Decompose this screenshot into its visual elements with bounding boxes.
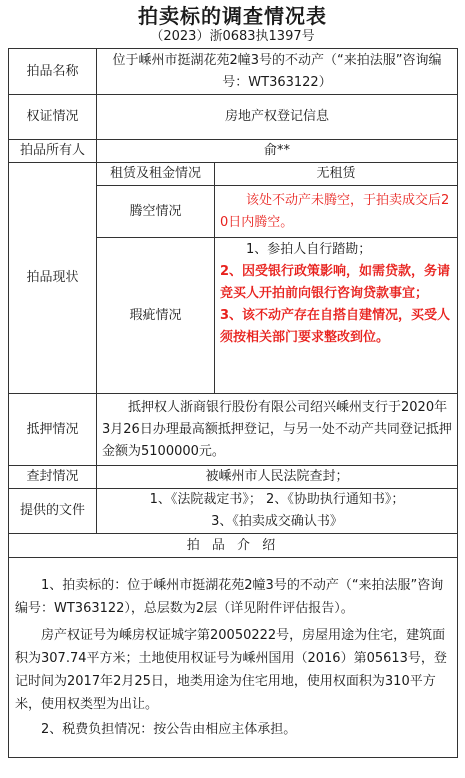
intro-body (9, 558, 458, 758)
row-owner (9, 140, 458, 163)
intro-paragraph-2: 房产权证号为嵊房权证城字第20050222号，房屋用途为住宅，建筑面积为307.74平方米；土地使用权证号为嵊州国用（2016）第05613号，登记时间为2017年2月25日，地类用途为住宅用地，使用权面积为310平方米，使用权类型为出让。 (15, 628, 447, 712)
row-documents (9, 489, 458, 534)
owner-label: 拍品所有人 (9, 140, 97, 163)
survey-table (8, 48, 458, 758)
seizure-label: 查封情况 (9, 466, 97, 489)
defect-item-3: 3、该不动产存在自搭自建情况，买受人须按相关部门要求整改到位。 (220, 308, 451, 345)
row-intro-body (9, 558, 458, 758)
intro-paragraph-1: 1、拍卖标的：位于嵊州市挺湖花苑2幢3号的不动产（“来拍法服”咨询编号：WT363122），总层数为2层（详见附件评估报告）。 (15, 578, 444, 616)
page-title: 拍卖标的调查情况表 (138, 4, 327, 28)
title-status-label: 权证情况 (9, 95, 97, 140)
defects-value (215, 238, 458, 394)
vacate-value: 该处不动产未腾空，于拍卖成交后20日内腾空。 (215, 186, 458, 238)
owner-value: 俞** (97, 140, 458, 163)
mortgage-label: 抵押情况 (9, 394, 97, 466)
intro-paragraph-3: 2、税费负担情况：按公告由相应主体承担。 (41, 722, 297, 737)
row-lease (9, 163, 458, 186)
row-title-status (9, 95, 458, 140)
lease-label: 租赁及租金情况 (97, 163, 215, 186)
documents-line-2: 3、《拍卖成交确认书》 (211, 514, 343, 529)
documents-line-1: 1、《法院裁定书》； 2、《协助执行通知书》； (149, 492, 405, 507)
vacate-label: 腾空情况 (97, 186, 215, 238)
row-item-name (9, 49, 458, 95)
documents-value (97, 489, 458, 534)
lease-value: 无租赁 (215, 163, 458, 186)
seizure-value: 被嵊州市人民法院查封； (97, 466, 458, 489)
title-status-value: 房地产权登记信息 (97, 95, 458, 140)
defect-item-1: 1、参拍人自行踏勘； (246, 242, 372, 257)
mortgage-value: 抵押权人浙商银行股份有限公司绍兴嵊州支行于2020年3月26日办理最高额抵押登记，与另一处不动产共同登记抵押金额为5100000元。 (97, 394, 458, 466)
row-intro-heading (9, 534, 458, 558)
intro-heading: 拍 品 介 绍 (9, 534, 458, 558)
item-name-label: 拍品名称 (9, 49, 97, 95)
defect-item-2: 2、因受银行政策影响，如需贷款，务请竞买人开拍前向银行咨询贷款事宜； (220, 264, 451, 301)
case-number: （2023）浙0683执1397号 (150, 29, 315, 44)
row-mortgage (9, 394, 458, 466)
documents-label: 提供的文件 (9, 489, 97, 534)
item-name-value: 位于嵊州市挺湖花苑2幢3号的不动产（“来拍法服”咨询编号：WT363122） (97, 49, 458, 95)
status-label: 拍品现状 (9, 163, 97, 394)
defects-label: 瑕疵情况 (97, 238, 215, 394)
row-seizure (9, 466, 458, 489)
